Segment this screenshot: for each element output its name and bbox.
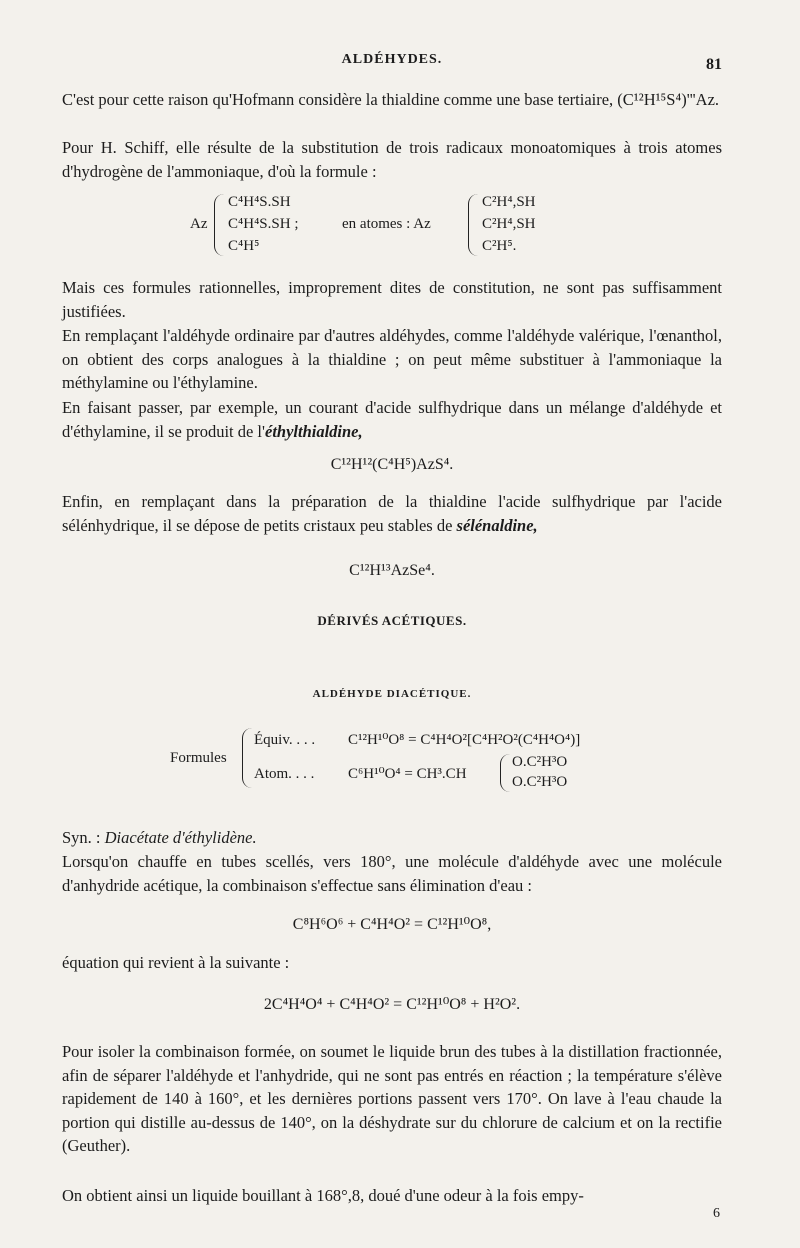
running-head: ALDÉHYDES.: [341, 52, 443, 67]
atom-label: Atom. . . .: [254, 766, 315, 782]
formules-label: Formules: [170, 750, 227, 766]
signature-mark: 6: [713, 1206, 720, 1221]
section-title: DÉRIVÉS ACÉTIQUES.: [317, 613, 467, 628]
page-number: 81: [706, 56, 722, 73]
paragraph-3: Mais ces formules rationnelles, improprement dites de constitution, ne sont pas suffisamment justifiées.: [62, 278, 722, 321]
paragraph-10: On obtient ainsi un liquide bouillant à 168°,8, doué d'une odeur à la fois empy-: [62, 1186, 584, 1205]
formula-left-row-3: C⁴H⁵: [228, 238, 260, 254]
paragraph-6: [62, 490, 722, 537]
synonym-line: [62, 826, 722, 850]
formula-schiff: [190, 192, 610, 258]
formula-right-row-2: C²H⁴,SH: [482, 216, 536, 232]
left-brace: [214, 194, 224, 256]
paragraph-9: Pour isoler la combinaison formée, on soumet le liquide brun des tubes à la distillation fractionnée, afin de séparer l'aldéhyde et l'anhydride, qui ne sont pas entrés en réaction ; la température s'élève rapidement de 140 à 160°, et les dernières portions passent vers 170°. On lave à l'eau chaude la portion qui distille au-dessus de 140°, on la déshydrate sur du chlorure de calcium et on la rectifie (Geuther).: [62, 1042, 722, 1155]
equiv-value: C¹²H¹⁰O⁸ = C⁴H⁴O²[C⁴H²O²(C⁴H⁴O⁴)]: [348, 732, 581, 748]
formula-reaction-1: C⁸H⁶O⁶ + C⁴H⁴O² = C¹²H¹⁰O⁸,: [292, 916, 492, 933]
atom-brace: [500, 754, 510, 792]
formula-right-row-3: C²H⁵.: [482, 238, 517, 254]
paragraph-5-text: En faisant passer, par exemple, un courant d'acide sulfhydrique dans un mélange d'aldéhyde et d'éthylamine, il se produit de l': [62, 398, 722, 441]
atom-value: C⁶H¹⁰O⁴ = CH³.CH: [348, 766, 467, 782]
synonym-label: Syn. :: [62, 828, 105, 847]
paragraph-6-text: Enfin, en remplaçant dans la préparation de la thialdine l'acide sulfhydrique par l'acide sélénhydrique, il se dépose de petits cristaux peu stables de: [62, 492, 722, 535]
paragraph-8: équation qui revient à la suivante :: [62, 953, 290, 972]
atom-tail-1: O.C²H³O: [512, 754, 568, 770]
formula-selenaldine: C¹²H¹³AzSe⁴.: [349, 562, 435, 579]
formula-ethylthialdine: C¹²H¹²(C⁴H⁵)AzS⁴.: [330, 456, 454, 473]
formula-left-prefix: Az: [190, 216, 208, 232]
sub-title: ALDÉHYDE DIACÉTIQUE.: [312, 688, 472, 700]
formules-brace: [242, 728, 252, 788]
formula-right-row-1: C²H⁴,SH: [482, 194, 536, 210]
equiv-label: Équiv. . . .: [254, 732, 316, 748]
paragraph-2: Pour H. Schiff, elle résulte de la substitution de trois radicaux monoatomiques à trois atomes d'hydrogène de l'ammoniaque, d'où la formule :: [62, 138, 722, 181]
paragraph-7: Lorsqu'on chauffe en tubes scellés, vers 180°, une molécule d'aldéhyde avec une molécule d'anhydride acétique, la combinaison s'effectue sans élimination d'eau :: [62, 852, 722, 895]
synonym-value: Diacétate d'éthylidène.: [104, 828, 257, 847]
paragraph-1: C'est pour cette raison qu'Hofmann considère la thialdine comme une base tertiaire, (C¹²H¹⁵S⁴)'''Az.: [62, 90, 720, 109]
formula-diacetate: [170, 726, 630, 792]
paragraph-5-emphasis: éthylthialdine,: [265, 421, 363, 441]
formula-left-row-1: C⁴H⁴S.SH: [228, 194, 291, 210]
formula-left-row-2: C⁴H⁴S.SH ;: [228, 216, 299, 232]
right-brace: [468, 194, 478, 256]
formula-middle: en atomes : Az: [342, 216, 431, 232]
paragraph-4: En remplaçant l'aldéhyde ordinaire par d'autres aldéhydes, comme l'aldéhyde valérique, l'œnanthol, on obtient des corps analogues à la thialdine ; on peut même substituer à l'ammoniaque la méthylamine ou l'éthylamine.: [62, 326, 722, 392]
paragraph-5: [62, 396, 722, 443]
atom-tail-2: O.C²H³O: [512, 774, 568, 790]
formula-reaction-2: 2C⁴H⁴O⁴ + C⁴H⁴O² = C¹²H¹⁰O⁸ + H²O².: [263, 996, 521, 1013]
page-header: [62, 52, 722, 78]
paragraph-6-emphasis: sélénaldine,: [456, 515, 538, 535]
